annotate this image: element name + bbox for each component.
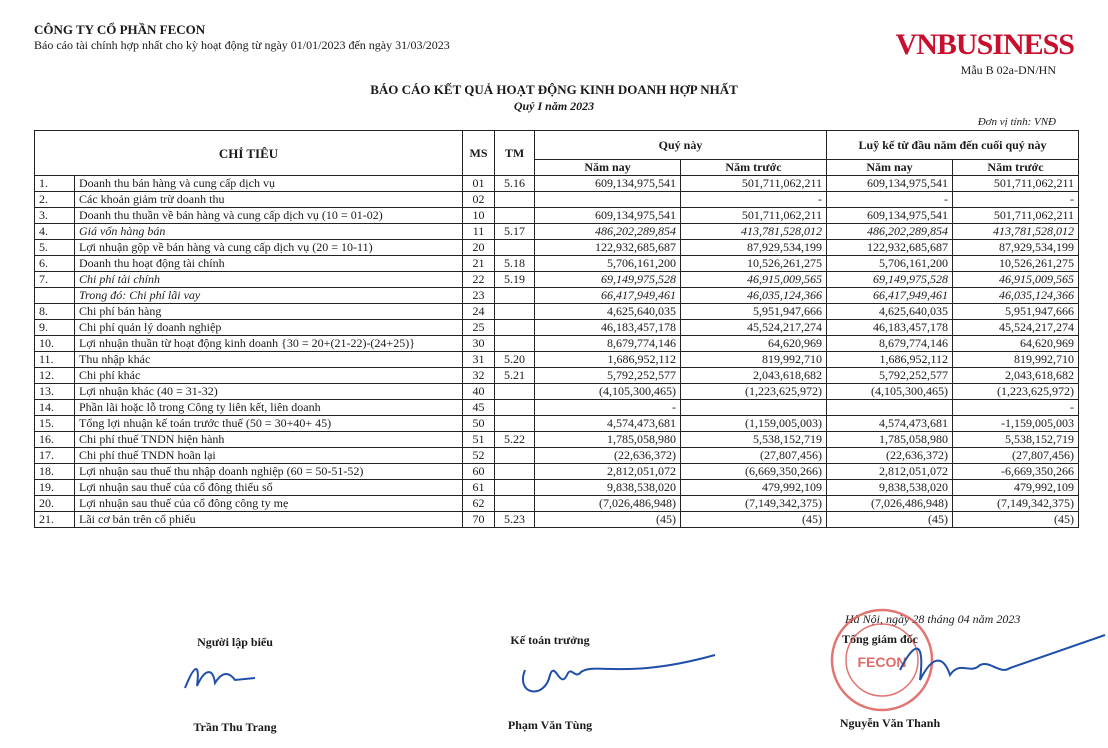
row-number: 16. <box>35 432 75 448</box>
quarter-previous-value: 501,711,062,211 <box>681 176 827 192</box>
preparer-signature-icon <box>175 658 265 698</box>
row-code: 23 <box>463 288 495 304</box>
ytd-current-value: 486,202,289,854 <box>827 224 953 240</box>
quarter-previous-value: 479,992,109 <box>681 480 827 496</box>
quarter-current-value: 609,134,975,541 <box>535 208 681 224</box>
preparer-title: Người lập biểu <box>197 635 273 649</box>
row-label: Lợi nhuận sau thuế của cổ đông thiểu số <box>75 480 463 496</box>
row-code: 40 <box>463 384 495 400</box>
report-quarter: Quý I năm 2023 <box>513 99 595 113</box>
accountant-name: Phạm Văn Tùng <box>507 718 593 732</box>
quarter-current-value: 609,134,975,541 <box>535 176 681 192</box>
row-note: 5.16 <box>495 176 535 192</box>
row-code: 61 <box>463 480 495 496</box>
quarter-previous-value <box>681 400 827 416</box>
row-number: 3. <box>35 208 75 224</box>
quarter-previous-value: 45,524,217,274 <box>681 320 827 336</box>
row-label: Lợi nhuận sau thuế của cổ đông công ty mẹ <box>75 496 463 512</box>
quarter-current-value: 1,686,952,112 <box>535 352 681 368</box>
row-number: 4. <box>35 224 75 240</box>
table-row <box>35 464 1079 480</box>
row-number: 8. <box>35 304 75 320</box>
ytd-previous-value: 501,711,062,211 <box>953 176 1079 192</box>
quarter-current-value: 4,574,473,681 <box>535 416 681 432</box>
quarter-previous-value: (7,149,342,375) <box>681 496 827 512</box>
row-note <box>495 496 535 512</box>
row-label: Lợi nhuận sau thuế thu nhập doanh nghiệp (60 = 50-51-52) <box>75 464 463 480</box>
table-row <box>35 320 1079 336</box>
table-row <box>35 416 1079 432</box>
quarter-current-value: 66,417,949,461 <box>535 288 681 304</box>
statement-rows <box>35 176 1079 528</box>
director-title: Tổng giám đốc <box>841 632 918 646</box>
ytd-previous-value: 819,992,710 <box>953 352 1079 368</box>
row-note <box>495 480 535 496</box>
row-note <box>495 384 535 400</box>
header-y-nam-truoc: Năm trước <box>953 160 1079 176</box>
row-number: 19. <box>35 480 75 496</box>
quarter-previous-value: 10,526,261,275 <box>681 256 827 272</box>
header-q-nam-nay: Năm nay <box>535 160 681 176</box>
row-code: 10 <box>463 208 495 224</box>
row-code: 70 <box>463 512 495 528</box>
row-label: Lãi cơ bản trên cổ phiếu <box>75 512 463 528</box>
currency-unit: Đơn vị tính: VNĐ <box>977 116 1056 128</box>
row-label: Lợi nhuận thuần từ hoạt động kinh doanh {30 = 20+(21-22)-(24+25)} <box>75 336 463 352</box>
table-row <box>35 400 1079 416</box>
row-note <box>495 464 535 480</box>
quarter-current-value: 69,149,975,528 <box>535 272 681 288</box>
row-note <box>495 288 535 304</box>
row-code: 01 <box>463 176 495 192</box>
ytd-current-value: (7,026,486,948) <box>827 496 953 512</box>
row-code: 02 <box>463 192 495 208</box>
table-row <box>35 304 1079 320</box>
row-note: 5.18 <box>495 256 535 272</box>
row-note <box>495 240 535 256</box>
row-label: Chi phí tài chính <box>75 272 463 288</box>
row-note: 5.21 <box>495 368 535 384</box>
sign-date: Hà Nội, ngày 28 tháng 04 năm 2023 <box>845 612 1021 626</box>
quarter-current-value: 5,706,161,200 <box>535 256 681 272</box>
row-note <box>495 416 535 432</box>
table-row <box>35 352 1079 368</box>
row-number: 11. <box>35 352 75 368</box>
quarter-current-value <box>535 192 681 208</box>
ytd-previous-value: 5,951,947,666 <box>953 304 1079 320</box>
quarter-previous-value: 64,620,969 <box>681 336 827 352</box>
quarter-current-value: 1,785,058,980 <box>535 432 681 448</box>
vnbusiness-watermark: VNBUSINESS <box>895 28 1074 61</box>
ytd-current-value: 8,679,774,146 <box>827 336 953 352</box>
row-note <box>495 448 535 464</box>
preparer-name: Trần Thu Trang <box>193 720 277 734</box>
quarter-previous-value: 2,043,618,682 <box>681 368 827 384</box>
row-code: 50 <box>463 416 495 432</box>
quarter-previous-value: 501,711,062,211 <box>681 208 827 224</box>
row-label: Chi phí khác <box>75 368 463 384</box>
row-label: Trong đó: Chi phí lãi vay <box>75 288 463 304</box>
row-label: Thu nhập khác <box>75 352 463 368</box>
row-number: 2. <box>35 192 75 208</box>
ytd-current-value: 122,932,685,687 <box>827 240 953 256</box>
row-note: 5.22 <box>495 432 535 448</box>
ytd-previous-value: 46,035,124,366 <box>953 288 1079 304</box>
header-chi-tieu: CHỈ TIÊU <box>35 131 463 176</box>
row-code: 52 <box>463 448 495 464</box>
quarter-previous-value: 5,951,947,666 <box>681 304 827 320</box>
svg-text:FECON: FECON <box>857 654 907 670</box>
header-quy-nay: Quý này <box>535 131 827 160</box>
row-code: 24 <box>463 304 495 320</box>
ytd-previous-value: (1,223,625,972) <box>953 384 1079 400</box>
row-number: 15. <box>35 416 75 432</box>
header-luy-ke: Luỹ kế từ đầu năm đến cuối quý này <box>827 131 1079 160</box>
row-number: 20. <box>35 496 75 512</box>
report-title: BÁO CÁO KẾT QUẢ HOẠT ĐỘNG KINH DOANH HỢP NHẤT <box>370 82 738 97</box>
header-q-nam-truoc: Năm trước <box>681 160 827 176</box>
quarter-current-value: - <box>535 400 681 416</box>
table-row <box>35 256 1079 272</box>
quarter-current-value: 122,932,685,687 <box>535 240 681 256</box>
row-note: 5.17 <box>495 224 535 240</box>
ytd-current-value: 609,134,975,541 <box>827 208 953 224</box>
ytd-previous-value: (7,149,342,375) <box>953 496 1079 512</box>
ytd-current-value: 4,625,640,035 <box>827 304 953 320</box>
row-code: 30 <box>463 336 495 352</box>
ytd-previous-value: 479,992,109 <box>953 480 1079 496</box>
row-label: Phần lãi hoặc lỗ trong Công ty liên kết, liên doanh <box>75 400 463 416</box>
quarter-previous-value: (1,159,005,003) <box>681 416 827 432</box>
row-number: 18. <box>35 464 75 480</box>
income-statement-table <box>34 130 1079 528</box>
row-code: 51 <box>463 432 495 448</box>
quarter-current-value: (45) <box>535 512 681 528</box>
director-signature-icon <box>890 630 1108 700</box>
quarter-previous-value: 46,915,009,565 <box>681 272 827 288</box>
row-label: Doanh thu thuần về bán hàng và cung cấp dịch vụ (10 = 01-02) <box>75 208 463 224</box>
table-row <box>35 176 1079 192</box>
table-row <box>35 512 1079 528</box>
row-label: Các khoản giảm trừ doanh thu <box>75 192 463 208</box>
table-row <box>35 432 1079 448</box>
ytd-current-value: 66,417,949,461 <box>827 288 953 304</box>
table-row <box>35 496 1079 512</box>
ytd-previous-value: 10,526,261,275 <box>953 256 1079 272</box>
ytd-current-value <box>827 400 953 416</box>
ytd-current-value: 609,134,975,541 <box>827 176 953 192</box>
row-note <box>495 336 535 352</box>
row-code: 20 <box>463 240 495 256</box>
row-note <box>495 208 535 224</box>
quarter-previous-value: (6,669,350,266) <box>681 464 827 480</box>
header-tm: TM <box>495 131 535 176</box>
row-code: 21 <box>463 256 495 272</box>
row-label: Chi phí bán hàng <box>75 304 463 320</box>
row-code: 22 <box>463 272 495 288</box>
ytd-previous-value: 413,781,528,012 <box>953 224 1079 240</box>
ytd-previous-value: - <box>953 192 1079 208</box>
ytd-current-value: 4,574,473,681 <box>827 416 953 432</box>
row-code: 62 <box>463 496 495 512</box>
quarter-current-value: 5,792,252,577 <box>535 368 681 384</box>
row-label: Chi phí quản lý doanh nghiệp <box>75 320 463 336</box>
ytd-current-value: 69,149,975,528 <box>827 272 953 288</box>
row-number: 21. <box>35 512 75 528</box>
quarter-previous-value: 413,781,528,012 <box>681 224 827 240</box>
row-number: 6. <box>35 256 75 272</box>
accountant-title: Kế toán trưởng <box>510 633 590 647</box>
row-note <box>495 320 535 336</box>
ytd-current-value: 1,686,952,112 <box>827 352 953 368</box>
quarter-previous-value: (27,807,456) <box>681 448 827 464</box>
ytd-previous-value: 64,620,969 <box>953 336 1079 352</box>
quarter-current-value: 486,202,289,854 <box>535 224 681 240</box>
table-row <box>35 192 1079 208</box>
row-note <box>495 192 535 208</box>
ytd-current-value: 2,812,051,072 <box>827 464 953 480</box>
quarter-previous-value: 5,538,152,719 <box>681 432 827 448</box>
row-label: Lợi nhuận khác (40 = 31-32) <box>75 384 463 400</box>
quarter-current-value: 9,838,538,020 <box>535 480 681 496</box>
ytd-previous-value: 45,524,217,274 <box>953 320 1079 336</box>
quarter-current-value: 2,812,051,072 <box>535 464 681 480</box>
row-note: 5.19 <box>495 272 535 288</box>
table-row <box>35 384 1079 400</box>
row-label: Giá vốn hàng bán <box>75 224 463 240</box>
quarter-current-value: 8,679,774,146 <box>535 336 681 352</box>
table-row <box>35 272 1079 288</box>
ytd-current-value: 5,706,161,200 <box>827 256 953 272</box>
row-number: 14. <box>35 400 75 416</box>
row-number: 10. <box>35 336 75 352</box>
row-note <box>495 304 535 320</box>
row-note: 5.20 <box>495 352 535 368</box>
ytd-current-value: (4,105,300,465) <box>827 384 953 400</box>
row-number: 13. <box>35 384 75 400</box>
ytd-previous-value: (27,807,456) <box>953 448 1079 464</box>
row-note: 5.23 <box>495 512 535 528</box>
ytd-previous-value: 87,929,534,199 <box>953 240 1079 256</box>
quarter-previous-value: - <box>681 192 827 208</box>
row-code: 25 <box>463 320 495 336</box>
ytd-current-value: 5,792,252,577 <box>827 368 953 384</box>
row-label: Chi phí thuế TNDN hiện hành <box>75 432 463 448</box>
row-note <box>495 400 535 416</box>
quarter-current-value: (22,636,372) <box>535 448 681 464</box>
quarter-previous-value: (1,223,625,972) <box>681 384 827 400</box>
row-code: 11 <box>463 224 495 240</box>
quarter-previous-value: 819,992,710 <box>681 352 827 368</box>
quarter-previous-value: 87,929,534,199 <box>681 240 827 256</box>
table-row <box>35 240 1079 256</box>
row-number: 7. <box>35 272 75 288</box>
row-code: 45 <box>463 400 495 416</box>
quarter-current-value: (4,105,300,465) <box>535 384 681 400</box>
ytd-current-value: (22,636,372) <box>827 448 953 464</box>
row-label: Lợi nhuận gộp về bán hàng và cung cấp dịch vụ (20 = 10-11) <box>75 240 463 256</box>
table-row <box>35 480 1079 496</box>
row-number: 1. <box>35 176 75 192</box>
row-label: Chi phí thuế TNDN hoãn lại <box>75 448 463 464</box>
row-number: 5. <box>35 240 75 256</box>
table-row <box>35 288 1079 304</box>
row-code: 60 <box>463 464 495 480</box>
ytd-previous-value: 5,538,152,719 <box>953 432 1079 448</box>
table-row <box>35 208 1079 224</box>
report-period-subtitle: Báo cáo tài chính hợp nhất cho kỳ hoạt động từ ngày 01/01/2023 đến ngày 31/03/2023 <box>34 38 450 52</box>
header-y-nam-nay: Năm nay <box>827 160 953 176</box>
quarter-current-value: 46,183,457,178 <box>535 320 681 336</box>
ytd-previous-value: (45) <box>953 512 1079 528</box>
row-number: 12. <box>35 368 75 384</box>
row-number <box>35 288 75 304</box>
row-label: Doanh thu bán hàng và cung cấp dịch vụ <box>75 176 463 192</box>
table-row <box>35 224 1079 240</box>
row-number: 17. <box>35 448 75 464</box>
ytd-previous-value: -1,159,005,003 <box>953 416 1079 432</box>
ytd-previous-value: 46,915,009,565 <box>953 272 1079 288</box>
table-row <box>35 368 1079 384</box>
quarter-previous-value: (45) <box>681 512 827 528</box>
quarter-previous-value: 46,035,124,366 <box>681 288 827 304</box>
accountant-signature-icon <box>505 650 725 705</box>
ytd-previous-value: 2,043,618,682 <box>953 368 1079 384</box>
ytd-previous-value: -6,669,350,266 <box>953 464 1079 480</box>
director-name: Nguyễn Văn Thanh <box>839 716 941 730</box>
row-code: 32 <box>463 368 495 384</box>
ytd-previous-value: 501,711,062,211 <box>953 208 1079 224</box>
quarter-current-value: 4,625,640,035 <box>535 304 681 320</box>
row-label: Tổng lợi nhuận kế toán trước thuế (50 = 30+40+ 45) <box>75 416 463 432</box>
row-label: Doanh thu hoạt động tài chính <box>75 256 463 272</box>
header-ms: MS <box>463 131 495 176</box>
ytd-current-value: 9,838,538,020 <box>827 480 953 496</box>
company-name: CÔNG TY CỔ PHẦN FECON <box>34 22 206 37</box>
row-code: 31 <box>463 352 495 368</box>
row-number: 9. <box>35 320 75 336</box>
table-row <box>35 448 1079 464</box>
table-row <box>35 336 1079 352</box>
ytd-current-value: - <box>827 192 953 208</box>
ytd-current-value: (45) <box>827 512 953 528</box>
ytd-current-value: 1,785,058,980 <box>827 432 953 448</box>
ytd-previous-value: - <box>953 400 1079 416</box>
ytd-current-value: 46,183,457,178 <box>827 320 953 336</box>
quarter-current-value: (7,026,486,948) <box>535 496 681 512</box>
form-code: Mẫu B 02a-DN/HN <box>960 63 1056 77</box>
